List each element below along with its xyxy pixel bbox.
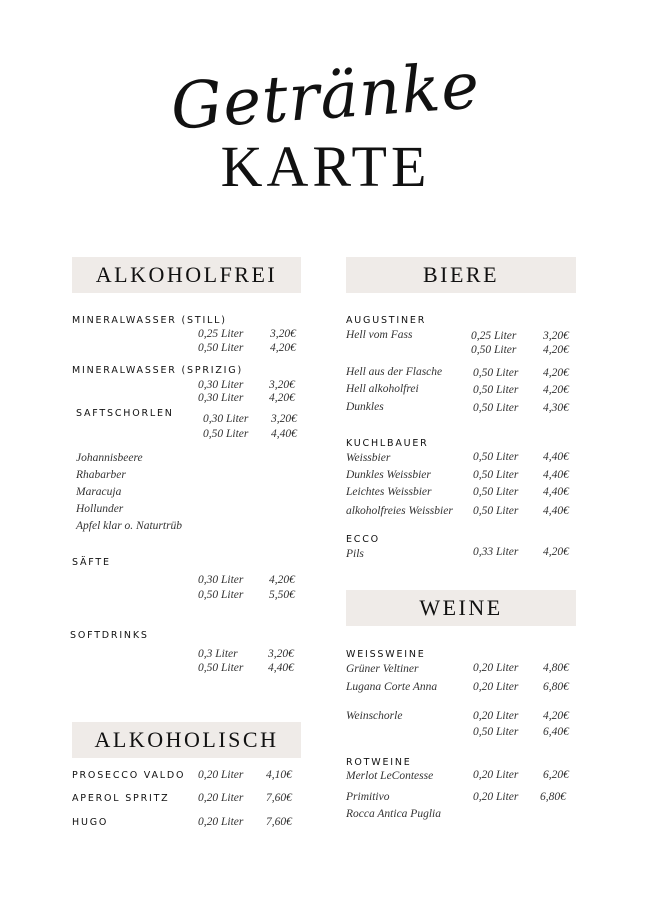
category-saefte: SÄFTE [72, 557, 111, 568]
item-price: 7,60€ [266, 816, 292, 828]
item-price: 3,20€ [543, 330, 569, 342]
category-augustiner: AUGUSTINER [346, 315, 427, 326]
item-price: 4,20€ [543, 367, 569, 379]
item-name: PROSECCO VALDO [72, 770, 186, 781]
item-size: 0,30 Liter [198, 379, 244, 391]
script-title: Getränke [168, 49, 483, 145]
category-saftschorlen: SAFTSCHORLEN [76, 408, 174, 419]
item-name: HUGO [72, 817, 109, 828]
item-price: 6,40€ [543, 726, 569, 738]
item-size: 0,50 Liter [473, 402, 519, 414]
item-name: Pils [346, 548, 364, 560]
item-name: Rocca Antica Puglia [346, 808, 441, 820]
section-weine: WEINE [346, 590, 576, 626]
item-price: 4,40€ [271, 428, 297, 440]
item-size: 0,20 Liter [473, 791, 519, 803]
item-name: Lugana Corte Anna [346, 681, 438, 693]
item-price: 4,30€ [543, 402, 569, 414]
item-size: 0,50 Liter [473, 384, 519, 396]
category-mineralwasser-sprizig: MINERALWASSER (SPRIZIG) [72, 365, 243, 376]
item-size: 0,33 Liter [473, 546, 519, 558]
category-mineralwasser-still: MINERALWASSER (STILL) [72, 315, 227, 326]
item-name: Merlot LeContesse [346, 770, 434, 782]
item-price: 3,20€ [270, 328, 296, 340]
item-name: Hell aus der Flasche [346, 366, 443, 378]
item-size: 0,50 Liter [471, 344, 517, 356]
item-name: Grüner Veltiner [346, 663, 419, 675]
item-size: 0,30 Liter [198, 392, 244, 404]
item-name: Hell alkoholfrei [346, 383, 419, 395]
item-size: 0,25 Liter [471, 330, 517, 342]
item-size: 0,20 Liter [198, 792, 244, 804]
item-size: 0,20 Liter [473, 769, 519, 781]
item-price: 3,20€ [268, 648, 294, 660]
item-price: 4,20€ [269, 574, 295, 586]
item-size: 0,50 Liter [473, 469, 519, 481]
category-ecco: ECCO [346, 534, 380, 545]
item-size: 0,20 Liter [473, 710, 519, 722]
category-rotweine: ROTWEINE [346, 757, 412, 768]
main-title: KARTE [220, 134, 431, 199]
item-size: 0,20 Liter [473, 662, 519, 674]
item-name: alkoholfreies Weissbier [346, 505, 453, 517]
item-price: 6,80€ [540, 791, 566, 803]
item-price: 4,80€ [543, 662, 569, 674]
item-name: Primitivo [346, 791, 390, 803]
section-biere: BIERE [346, 257, 576, 293]
item-price: 7,60€ [266, 792, 292, 804]
flavor-item: Johannisbeere [76, 452, 143, 464]
item-size: 0,3 Liter [198, 648, 238, 660]
item-price: 5,50€ [269, 589, 295, 601]
item-size: 0,50 Liter [198, 342, 244, 354]
item-price: 4,40€ [268, 662, 294, 674]
item-price: 4,40€ [543, 451, 569, 463]
item-size: 0,50 Liter [473, 486, 519, 498]
item-size: 0,50 Liter [473, 451, 519, 463]
item-name: Dunkles [346, 401, 384, 413]
item-price: 3,20€ [271, 413, 297, 425]
item-size: 0,50 Liter [198, 589, 244, 601]
item-price: 4,20€ [543, 344, 569, 356]
item-name: Weissbier [346, 452, 391, 464]
item-price: 4,20€ [269, 392, 295, 404]
item-price: 4,10€ [266, 769, 292, 781]
category-softdrinks: SOFTDRINKS [70, 630, 149, 641]
item-price: 4,40€ [543, 505, 569, 517]
item-size: 0,25 Liter [198, 328, 244, 340]
item-price: 4,40€ [543, 486, 569, 498]
item-name: Dunkles Weissbier [346, 469, 431, 481]
item-size: 0,30 Liter [203, 413, 249, 425]
item-size: 0,20 Liter [198, 816, 244, 828]
item-price: 4,20€ [543, 384, 569, 396]
section-alkoholisch: ALKOHOLISCH [72, 722, 301, 758]
item-size: 0,50 Liter [473, 726, 519, 738]
item-size: 0,50 Liter [473, 505, 519, 517]
item-name: Leichtes Weissbier [346, 486, 432, 498]
category-weissweine: WEISSWEINE [346, 649, 426, 660]
item-size: 0,50 Liter [473, 367, 519, 379]
flavor-item: Rhabarber [76, 469, 126, 481]
item-price: 3,20€ [269, 379, 295, 391]
flavor-item: Apfel klar o. Naturtrüb [76, 520, 183, 532]
item-price: 4,20€ [543, 546, 569, 558]
item-size: 0,20 Liter [198, 769, 244, 781]
item-size: 0,30 Liter [198, 574, 244, 586]
item-name: Hell vom Fass [346, 329, 413, 341]
item-size: 0,50 Liter [198, 662, 244, 674]
section-alkoholfrei: ALKOHOLFREI [72, 257, 301, 293]
item-price: 6,80€ [543, 681, 569, 693]
item-name: Weinschorle [346, 710, 403, 722]
item-size: 0,50 Liter [203, 428, 249, 440]
category-kuchlbauer: KUCHLBAUER [346, 438, 429, 449]
item-price: 4,20€ [270, 342, 296, 354]
item-price: 4,20€ [543, 710, 569, 722]
item-size: 0,20 Liter [473, 681, 519, 693]
flavor-item: Maracuja [76, 486, 122, 498]
flavor-item: Hollunder [76, 503, 124, 515]
item-price: 4,40€ [543, 469, 569, 481]
item-price: 6,20€ [543, 769, 569, 781]
item-name: APEROL SPRITZ [72, 793, 170, 804]
